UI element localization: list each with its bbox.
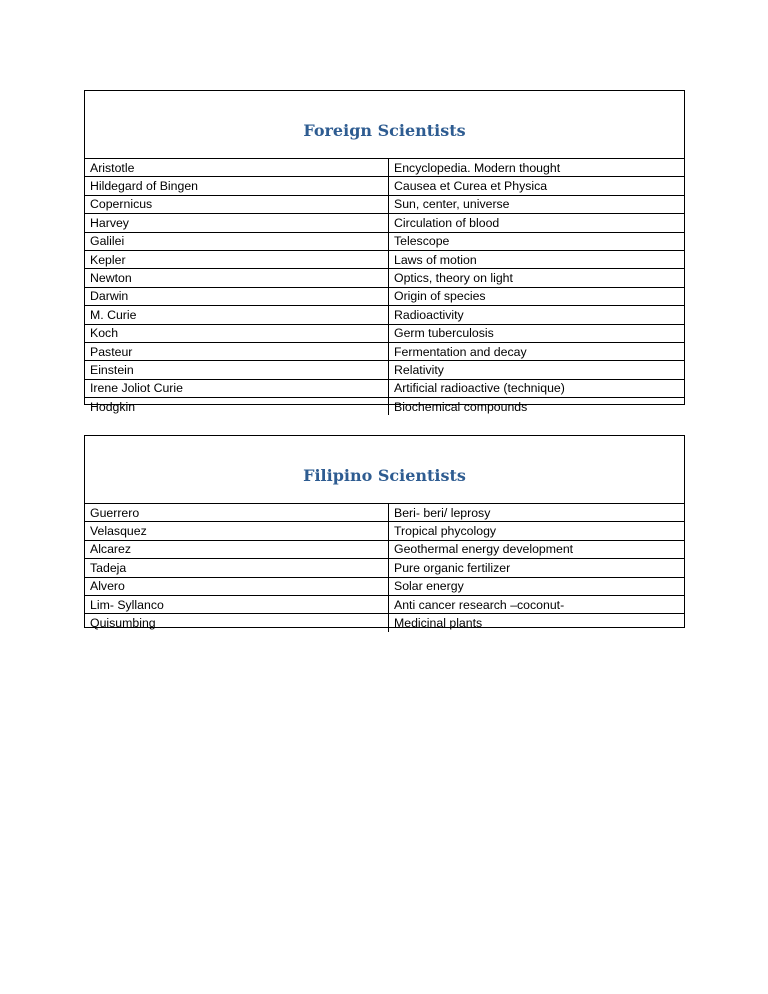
scientist-contribution: Biochemical compounds: [394, 399, 528, 414]
foreign-scientists-grid: [85, 159, 684, 415]
scientist-name: Alvero: [85, 577, 389, 595]
scientist-contribution: Circulation of blood: [389, 214, 685, 232]
scientist-contribution: Radioactivity: [389, 306, 685, 324]
scientist-contribution: Germ tuberculosis: [389, 324, 685, 342]
table-row: [85, 250, 684, 268]
table-row: [85, 614, 684, 632]
scientist-contribution: Laws of motion: [389, 250, 685, 268]
scientist-name: Aristotle: [85, 159, 389, 177]
table-row: [85, 214, 684, 232]
scientist-contribution: Causea et Curea et Physica: [389, 177, 685, 195]
scientist-name: Irene Joliot Curie: [85, 379, 389, 397]
scientist-name: Lim- Syllanco: [85, 595, 389, 613]
filipino-scientists-title: Filipino Scientists: [303, 466, 466, 485]
scientist-contribution: Telescope: [389, 232, 685, 250]
filipino-title-cell: [85, 436, 684, 504]
scientist-name: Pasteur: [85, 342, 389, 360]
scientist-name: Tadeja: [85, 559, 389, 577]
scientist-name: Harvey: [85, 214, 389, 232]
scientist-contribution: Geothermal energy development: [389, 540, 685, 558]
table-row: [85, 287, 684, 305]
scientist-contribution: Anti cancer research –coconut-: [389, 595, 685, 613]
scientist-name: Newton: [85, 269, 389, 287]
scientist-name: Copernicus: [85, 195, 389, 213]
table-row: [85, 559, 684, 577]
scientist-name: Galilei: [85, 232, 389, 250]
scientist-name: Kepler: [85, 250, 389, 268]
foreign-scientists-title: Foreign Scientists: [303, 121, 466, 140]
table-row: [85, 379, 684, 397]
table-row: [85, 195, 684, 213]
scientist-contribution: Medicinal plants: [394, 616, 483, 631]
scientist-contribution: Beri- beri/ leprosy: [389, 504, 685, 522]
scientist-contribution: Optics, theory on light: [389, 269, 685, 287]
scientist-name: Velasquez: [85, 522, 389, 540]
scientist-contribution: Fermentation and decay: [389, 342, 685, 360]
table-row: [85, 306, 684, 324]
scientist-name: Quisumbing: [85, 614, 389, 632]
scientist-name: Guerrero: [85, 504, 389, 522]
table-row: [85, 269, 684, 287]
scientist-contribution: Pure organic fertilizer: [389, 559, 685, 577]
scientist-contribution: Relativity: [389, 361, 685, 379]
table-row: [85, 522, 684, 540]
scientist-contribution: Artificial radioactive (technique): [389, 379, 685, 397]
scientist-contribution: Solar energy: [389, 577, 685, 595]
table-row: [85, 342, 684, 360]
table-row: [85, 504, 684, 522]
table-row: [85, 324, 684, 342]
table-row: [85, 595, 684, 613]
table-row: [85, 159, 684, 177]
scientist-contribution: Origin of species: [389, 287, 685, 305]
scientist-contribution: Encyclopedia. Modern thought: [389, 159, 685, 177]
table-row: [85, 398, 684, 416]
scientist-name: Hildegard of Bingen: [85, 177, 389, 195]
scientist-name: Einstein: [85, 361, 389, 379]
scientist-name: Hodgkin: [85, 398, 389, 416]
scientist-name: Koch: [85, 324, 389, 342]
foreign-title-cell: [85, 91, 684, 159]
table-row: [85, 577, 684, 595]
table-row: [85, 177, 684, 195]
table-row: [85, 232, 684, 250]
scientist-name: Darwin: [85, 287, 389, 305]
table-row: [85, 361, 684, 379]
scientist-contribution: Sun, center, universe: [389, 195, 685, 213]
filipino-scientists-table: [84, 435, 685, 631]
table-row: [85, 540, 684, 558]
scientist-name: M. Curie: [85, 306, 389, 324]
scientist-contribution: Tropical phycology: [389, 522, 685, 540]
scientist-name: Alcarez: [85, 540, 389, 558]
foreign-scientists-table: [84, 90, 685, 414]
filipino-scientists-grid: [85, 504, 684, 632]
